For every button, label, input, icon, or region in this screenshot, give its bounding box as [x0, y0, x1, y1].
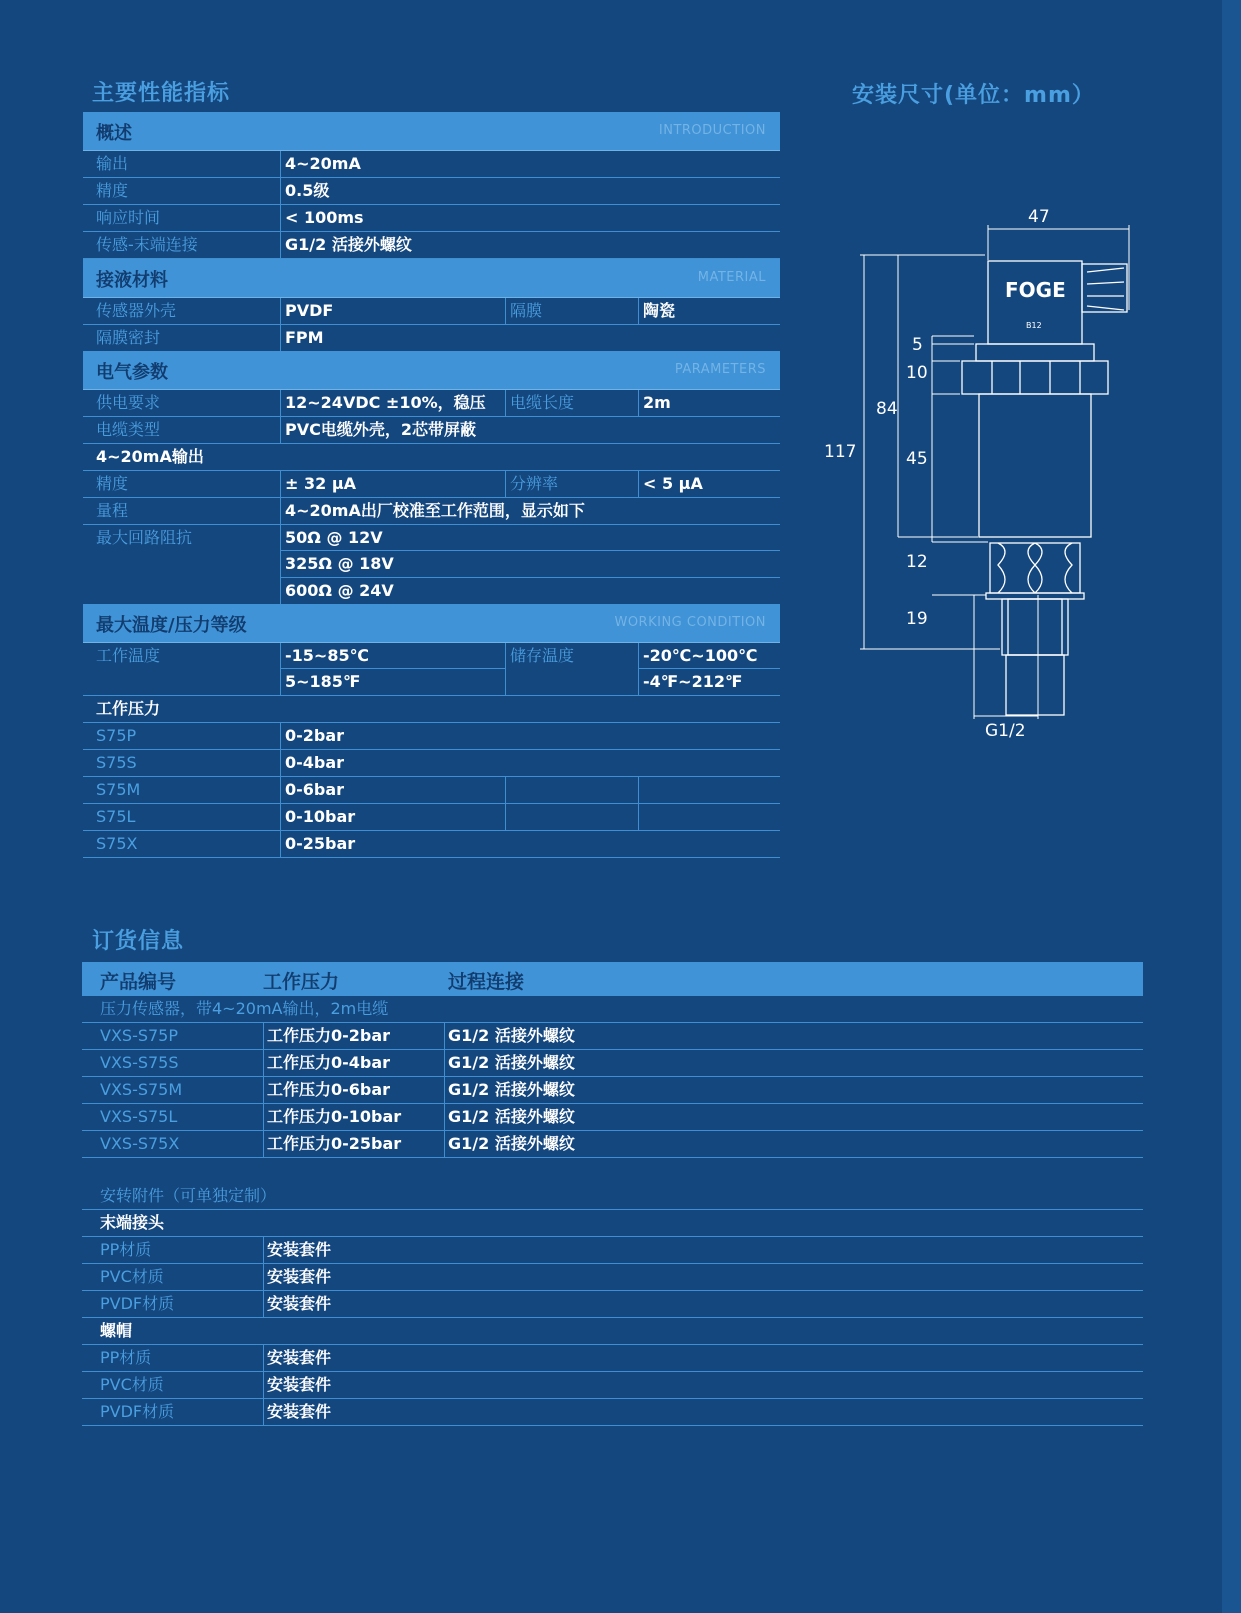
spec-label: 最大回路阻抗 — [96, 528, 193, 547]
spec-title: 主要性能指标 — [92, 81, 231, 106]
spec-label: 工作温度 — [96, 646, 161, 665]
nut-lines — [992, 361, 1080, 394]
electrical-band-title: 电气参数 — [96, 362, 168, 383]
spec-value: 陶瓷 — [638, 298, 780, 324]
accessory-material: PVDF材质 — [100, 1294, 175, 1313]
dimension-drawing — [824, 200, 1170, 770]
accessory-item: 安装套件 — [263, 1291, 331, 1317]
order-pressure: 工作压力0-25bar — [263, 1131, 401, 1157]
thread-inner — [1008, 599, 1062, 655]
spec-label-empty — [505, 669, 638, 695]
order-pressure: 工作压力0-6bar — [263, 1077, 390, 1103]
electrical-band-en: PARAMETERS — [674, 362, 766, 377]
stem — [1006, 655, 1064, 715]
end-joint-heading: 末端接头 — [100, 1213, 165, 1232]
dim-12-label: 12 — [906, 552, 928, 572]
accessory-row — [82, 1264, 1143, 1291]
spec-row — [83, 417, 780, 444]
material-band — [83, 259, 780, 298]
spec-label-empty — [83, 669, 280, 695]
order-code: VXS-S75X — [100, 1134, 180, 1153]
spec-value: ± 32 μA — [280, 471, 505, 497]
hex-curves — [998, 543, 1072, 593]
order-connection: G1/2 活接外螺纹 — [444, 1077, 575, 1103]
upper-ring — [976, 344, 1094, 361]
gland-lines — [1087, 268, 1124, 310]
spec-label: 电缆类型 — [96, 420, 161, 439]
intro-band-en: INTRODUCTION — [658, 123, 766, 138]
sensor-head — [988, 261, 1082, 344]
body-dim-line — [898, 255, 978, 537]
spec-row — [83, 298, 780, 325]
thread-label: G1/2 — [985, 721, 1026, 741]
pressure-row — [83, 723, 780, 750]
dim-45-label: 45 — [906, 449, 928, 469]
spec-value: -20℃~100℃ — [638, 643, 780, 669]
pressure-value: 0-2bar — [280, 723, 780, 749]
spec-value: < 5 μA — [638, 471, 780, 497]
order-code: VXS-S75S — [100, 1053, 179, 1072]
accessory-row — [82, 1237, 1143, 1264]
pressure-heading: 工作压力 — [96, 699, 161, 718]
dim-5-label: 5 — [912, 335, 923, 355]
empty-cell — [638, 804, 780, 830]
condition-band-title: 最大温度/压力等级 — [96, 615, 247, 636]
output-heading: 4~20mA输出 — [96, 447, 204, 466]
order-title: 订货信息 — [92, 929, 185, 954]
union-nut — [962, 361, 1108, 394]
spec-row — [83, 696, 780, 723]
material-band-title: 接液材料 — [96, 270, 168, 291]
accessory-row — [82, 1318, 1143, 1345]
spec-value: 0.5级 — [280, 178, 780, 204]
accessory-row — [82, 1291, 1143, 1318]
body-height-label: 84 — [876, 399, 898, 419]
spec-label: 输出 — [96, 154, 129, 173]
condition-band — [83, 604, 780, 643]
accessory-material: PP材质 — [100, 1240, 152, 1259]
spec-row — [83, 205, 780, 232]
accessory-row — [82, 1210, 1143, 1237]
order-connection: G1/2 活接外螺纹 — [444, 1023, 575, 1049]
empty-cell — [505, 777, 638, 803]
spec-row — [83, 325, 780, 351]
header-pressure: 工作压力 — [263, 971, 340, 993]
spec-row — [83, 643, 780, 669]
order-row — [82, 1104, 1143, 1131]
spec-value: 600Ω @ 24V — [280, 578, 780, 604]
accessory-material: PVDF材质 — [100, 1402, 175, 1421]
spec-label: 供电要求 — [96, 393, 161, 412]
model-label: S75P — [96, 726, 137, 745]
stack-dim-line — [932, 336, 1000, 649]
pressure-row — [83, 777, 780, 804]
header-code: 产品编号 — [100, 971, 177, 993]
order-table — [82, 962, 1143, 1426]
electrical-band — [83, 351, 780, 390]
order-code: VXS-S75L — [100, 1107, 178, 1126]
right-edge-strip — [1222, 0, 1241, 1613]
sensor-body — [979, 394, 1091, 537]
spec-label: 精度 — [96, 181, 129, 200]
dim-19-label: 19 — [906, 609, 928, 629]
spec-label: 传感器外壳 — [96, 301, 177, 320]
accessory-item: 安装套件 — [263, 1345, 331, 1371]
spec-row — [83, 578, 780, 604]
model-label: S75L — [96, 807, 136, 826]
hex-base — [986, 593, 1084, 599]
order-code: VXS-S75P — [100, 1026, 178, 1045]
spec-value: 325Ω @ 18V — [280, 551, 780, 578]
accessory-row — [82, 1183, 1143, 1210]
accessory-label: 安转附件（可单独定制） — [100, 1186, 277, 1205]
spec-table — [83, 112, 780, 858]
spec-value: 50Ω @ 12V — [280, 525, 780, 551]
dimension-svg — [824, 200, 1170, 770]
order-pressure: 工作压力0-4bar — [263, 1050, 390, 1076]
spec-row — [83, 444, 780, 471]
spec-label: 响应时间 — [96, 208, 161, 227]
spec-label: 储存温度 — [505, 643, 638, 669]
empty-cell — [505, 804, 638, 830]
pressure-value: 0-25bar — [280, 831, 780, 857]
order-code: VXS-S75M — [100, 1080, 183, 1099]
order-connection: G1/2 活接外螺纹 — [444, 1050, 575, 1076]
nut-heading: 螺帽 — [100, 1321, 133, 1340]
dim-10-label: 10 — [906, 363, 928, 383]
spec-value: 4~20mA出厂校准至工作范围，显示如下 — [280, 498, 780, 524]
model-mark: B12 — [1026, 321, 1042, 330]
spec-value: PVC电缆外壳，2芯带屏蔽 — [280, 417, 780, 443]
intro-band — [83, 112, 780, 151]
spec-label-empty — [83, 551, 280, 578]
spec-value: FPM — [280, 325, 780, 351]
spec-label: 量程 — [96, 501, 129, 520]
material-band-en: MATERIAL — [697, 270, 766, 285]
order-row — [82, 1023, 1143, 1050]
model-label: S75M — [96, 780, 141, 799]
model-label: S75X — [96, 834, 138, 853]
spec-value: 12~24VDC ±10%，稳压 — [280, 390, 505, 416]
accessory-item: 安装套件 — [263, 1399, 331, 1425]
intro-band-title: 概述 — [96, 123, 132, 144]
pressure-row — [83, 804, 780, 831]
accessory-material: PVC材质 — [100, 1267, 164, 1286]
spec-value: -4℉~212℉ — [638, 669, 780, 695]
spec-row — [83, 390, 780, 417]
spec-value: < 100ms — [280, 205, 780, 231]
accessory-material: PVC材质 — [100, 1375, 164, 1394]
spec-value: PVDF — [280, 298, 505, 324]
spec-label: 分辨率 — [505, 471, 638, 497]
accessory-row — [82, 1345, 1143, 1372]
dimension-title: 安装尺寸(单位：mm） — [852, 83, 1095, 108]
spec-value: G1/2 活接外螺纹 — [280, 232, 780, 258]
accessory-item: 安装套件 — [263, 1372, 331, 1398]
spec-label-empty — [83, 578, 280, 604]
order-row — [82, 1050, 1143, 1077]
empty-cell — [638, 777, 780, 803]
thread-section — [1002, 599, 1068, 655]
spec-row — [83, 669, 780, 696]
order-connection: G1/2 活接外螺纹 — [444, 1104, 575, 1130]
spec-label: 电缆长度 — [505, 390, 638, 416]
order-header — [82, 962, 1143, 996]
model-label: S75S — [96, 753, 137, 772]
spec-value: 5~185℉ — [280, 669, 505, 695]
spec-label: 精度 — [96, 474, 129, 493]
order-pressure: 工作压力0-10bar — [263, 1104, 401, 1130]
width-label: 47 — [1028, 207, 1050, 227]
accessory-item: 安装套件 — [263, 1264, 331, 1290]
spec-row — [83, 471, 780, 498]
spec-label: 隔膜 — [505, 298, 638, 324]
pressure-value: 0-10bar — [280, 804, 505, 830]
order-group-row — [82, 996, 1143, 1023]
order-pressure: 工作压力0-2bar — [263, 1023, 390, 1049]
spec-row — [83, 151, 780, 178]
accessory-row — [82, 1399, 1143, 1426]
spec-label: 隔膜密封 — [96, 328, 161, 347]
spec-row — [83, 232, 780, 259]
group-label: 压力传感器，带4~20mA输出，2m电缆 — [100, 999, 389, 1018]
pressure-row — [83, 831, 780, 858]
spec-row — [83, 178, 780, 205]
condition-band-en: WORKING CONDITION — [614, 615, 766, 630]
spec-value: 2m — [638, 390, 780, 416]
pressure-value: 0-6bar — [280, 777, 505, 803]
brand-label: FOGE — [1005, 278, 1066, 302]
accessory-item: 安装套件 — [263, 1237, 331, 1263]
order-spacer — [82, 1158, 1143, 1183]
spec-row — [83, 498, 780, 525]
spec-row — [83, 551, 780, 578]
order-row — [82, 1131, 1143, 1158]
spec-row — [83, 525, 780, 551]
accessory-row — [82, 1372, 1143, 1399]
pressure-row — [83, 750, 780, 777]
order-row — [82, 1077, 1143, 1104]
accessory-material: PP材质 — [100, 1348, 152, 1367]
spec-label: 传感-末端连接 — [96, 235, 198, 254]
order-connection: G1/2 活接外螺纹 — [444, 1131, 575, 1157]
spec-value: 4~20mA — [280, 151, 780, 177]
total-height-label: 117 — [824, 442, 857, 462]
pressure-value: 0-4bar — [280, 750, 780, 776]
header-connection: 过程连接 — [448, 971, 525, 993]
spec-value: -15~85℃ — [280, 643, 505, 669]
